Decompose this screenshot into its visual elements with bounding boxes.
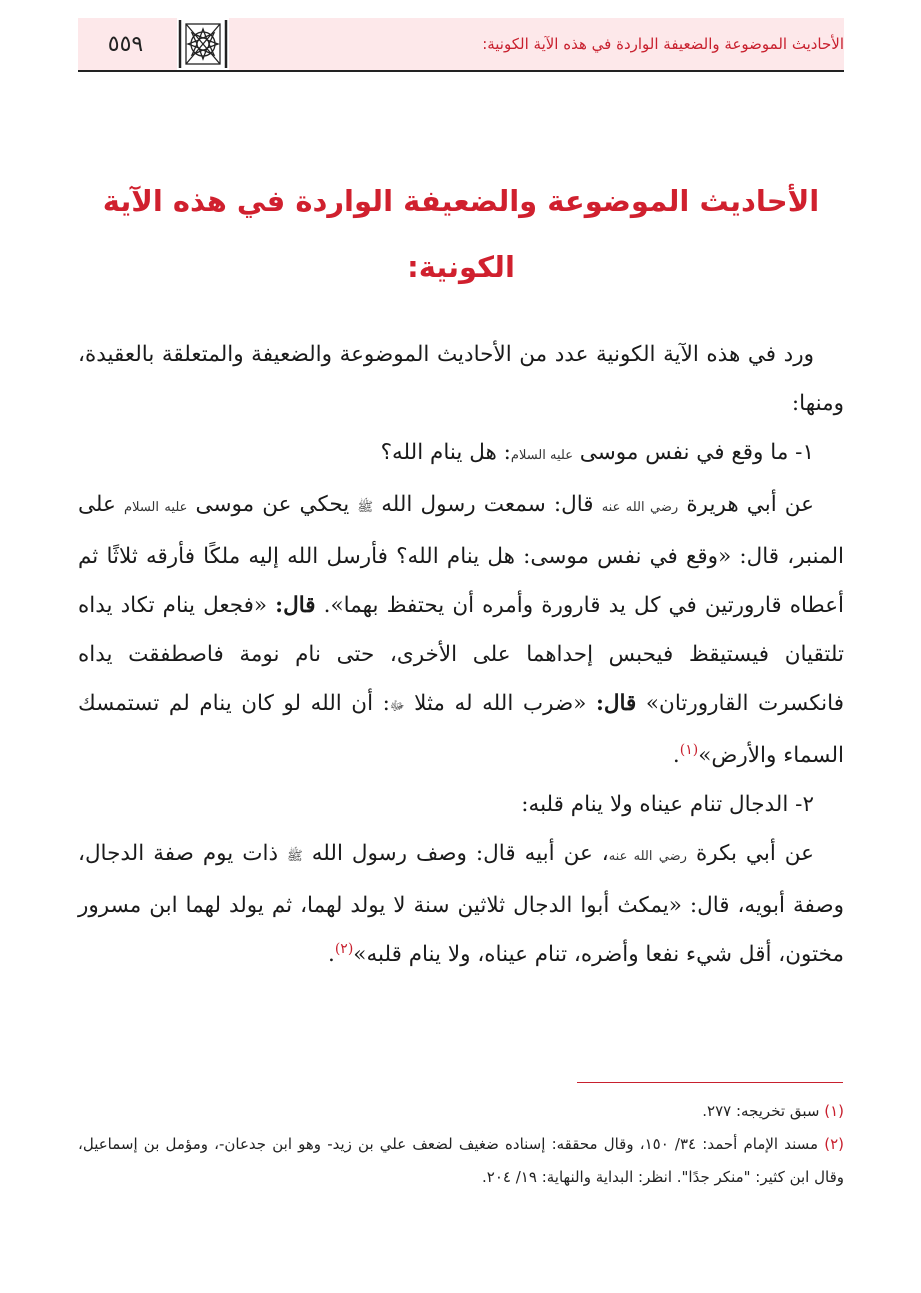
item1-heading-end: : هل ينام الله؟ <box>380 440 511 465</box>
section-title-line1: الأحاديث الموضوعة والضعيفة الواردة في هذه الآية <box>102 184 820 218</box>
footnote-separator <box>577 1082 843 1083</box>
footnote-1 <box>78 1095 844 1128</box>
honorific-calligraphy: رضي الله عنه <box>608 849 687 864</box>
intro-paragraph: ورد في هذه الآية الكونية عدد من الأحاديث الموضوعة والضعيفة والمتعلقة بالعقيدة، ومنها: <box>78 342 844 416</box>
hadith1-text: على المنبر، قال: «وقع في نفس موسى: هل ينام الله؟ فأرسل الله إليه ملكًا فأرقه ثلاثًا ثم أعطاه قارورتين في كل يد قارورة وأمره أن يحتفظ بهما». <box>78 492 844 618</box>
page-number: ٥٥٩ <box>78 18 173 70</box>
footnote-2 <box>78 1128 844 1194</box>
honorific-calligraphy: عليه السلام <box>510 448 573 463</box>
honorific-calligraphy: ﷻ <box>389 699 405 714</box>
hadith2-paragraph <box>78 829 844 979</box>
running-title: الأحاديث الموضوعة والضعيفة الواردة في هذه الآية الكونية: <box>482 35 844 53</box>
hadith2-text: عن أبي بكرة <box>695 841 814 866</box>
footnote-number: (١) <box>824 1102 844 1120</box>
honorific-calligraphy: عليه السلام <box>124 500 188 515</box>
honorific-calligraphy: ﷺ <box>357 500 374 515</box>
body-text <box>78 330 844 979</box>
qal-label: قال: <box>275 593 316 618</box>
footnotes <box>78 1095 844 1194</box>
section-title-line2: الكونية: <box>407 250 515 284</box>
geometric-star-ornament-icon <box>177 18 229 70</box>
hadith1-text: «فجعل ينام تكاد يداه تلتقيان فيستيقظ فيحبس إحداهما على الأخرى، حتى نام نومة فاصطفقت يداه فانكسرت القارورتان» <box>78 593 844 716</box>
hadith1-text: «ضرب الله له مثلا <box>414 691 587 716</box>
section-title <box>78 168 844 300</box>
period: . <box>672 743 680 768</box>
honorific-calligraphy: ﷺ <box>287 849 303 864</box>
hadith1-text: يحكي عن موسى <box>195 492 350 517</box>
footnote-ref-1[interactable]: (١) <box>679 741 699 758</box>
item1-heading <box>78 428 844 480</box>
hadith2-text: ذات يوم صفة الدجال، وصفة أبويه، قال: «يمكث أبوا الدجال ثلاثين سنة لا يولد لهما، ثم يولد لهما ابن مسرور مختون، أقل شيء نفعا وأضره، تنام عيناه، ولا ينام قلبه» <box>78 841 844 967</box>
footnote-text: مسند الإمام أحمد: ٣٤/ ١٥٠، وقال محققه: إسناده ضغيف لضعف علي بن زيد- وهو ابن جدعان-، ومؤمل بن إسماعيل، وقال ابن كثير: "منكر جدًا". انظر: البداية والنهاية: ١٩/ ٢٠٤. <box>78 1135 844 1186</box>
hadith1-text: : أن الله لو كان ينام لم تستمسك السماء والأرض» <box>78 691 844 768</box>
footnote-text: سبق تخريجه: ٢٧٧. <box>702 1102 820 1120</box>
honorific-calligraphy: رضي الله عنه <box>601 500 679 515</box>
item2-heading: ٢- الدجال تنام عيناه ولا ينام قلبه: <box>521 792 814 817</box>
hadith1-text: عن أبي هريرة <box>686 492 814 517</box>
qal-label: قال: <box>595 691 637 716</box>
header-rule <box>78 70 844 72</box>
hadith2-text: ، عن أبيه قال: وصف رسول الله <box>311 841 609 866</box>
hadith1-paragraph <box>78 480 844 780</box>
footnote-ref-2[interactable]: (٢) <box>334 940 354 957</box>
footnote-number: (٢) <box>824 1135 844 1153</box>
hadith1-text: قال: سمعت رسول الله <box>381 492 594 517</box>
page-header <box>78 18 844 70</box>
item1-heading-text: ١- ما وقع في نفس موسى <box>579 440 814 465</box>
period: . <box>327 942 335 967</box>
